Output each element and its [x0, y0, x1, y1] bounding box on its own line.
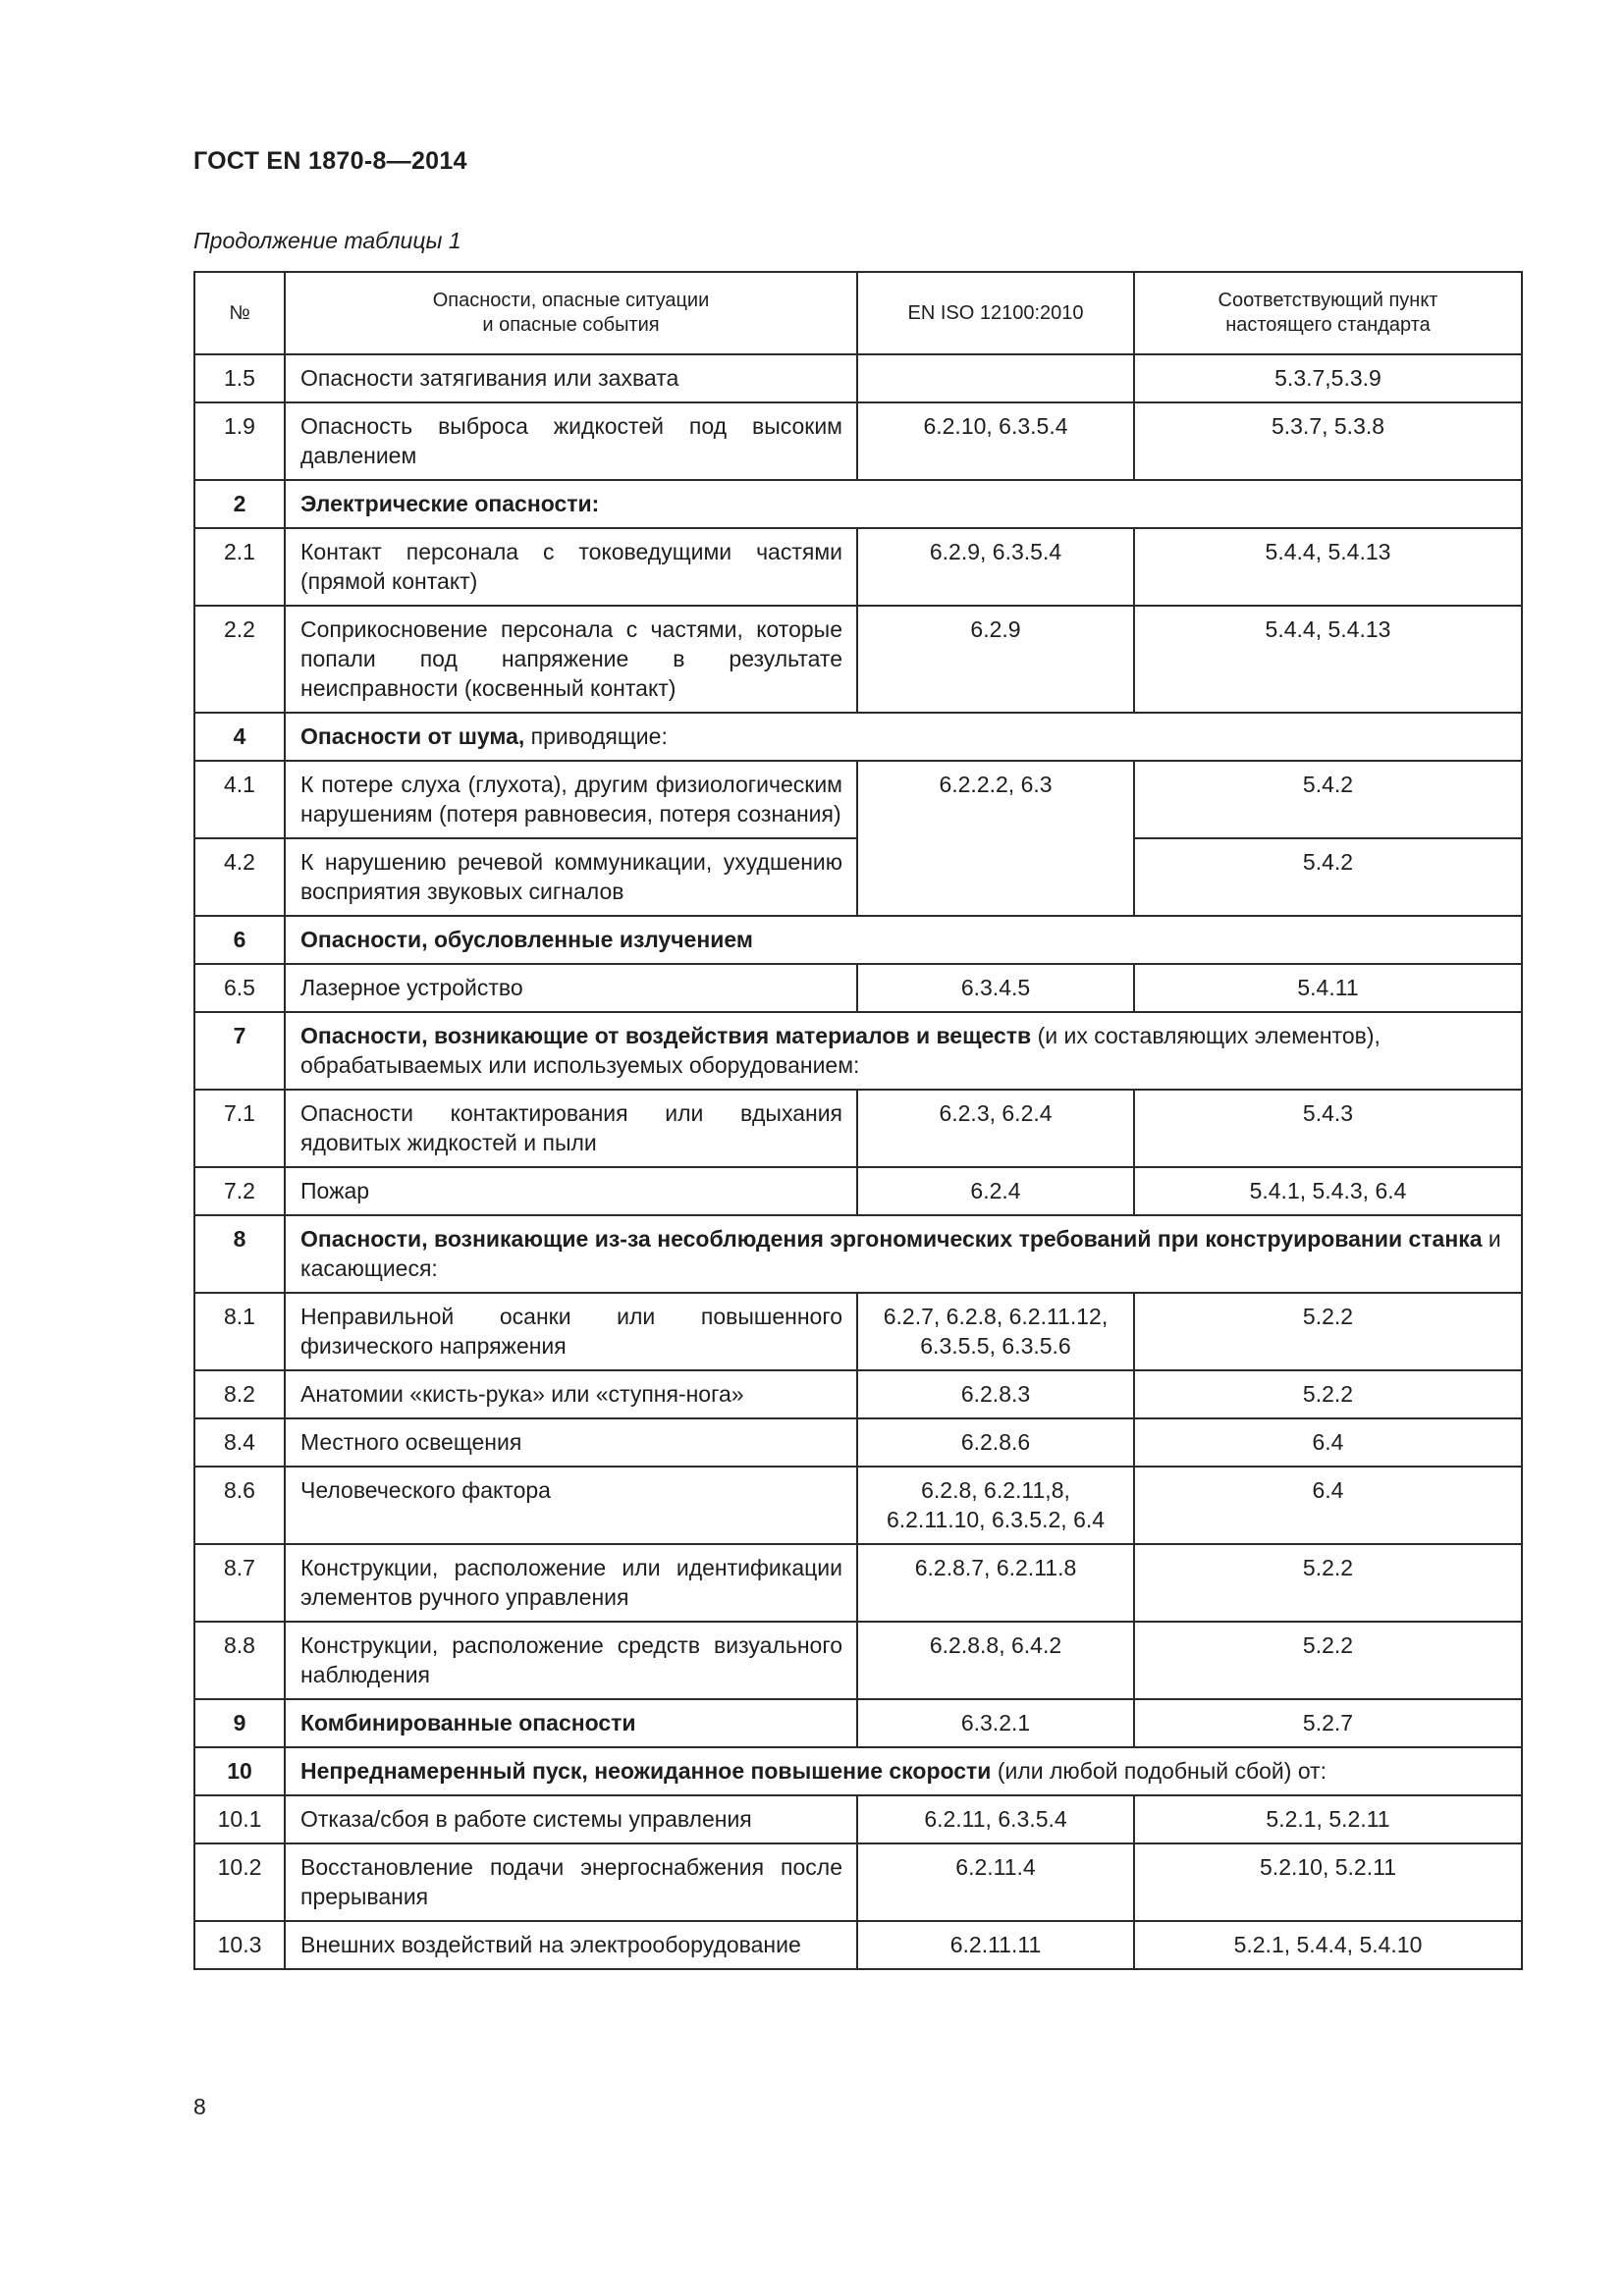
- iso-ref-line1: 6.2.7, 6.2.8, 6.2.11.12,: [883, 1304, 1109, 1329]
- section-title: Опасности, обусловленные излучением: [285, 916, 1522, 964]
- row-number: 4.1: [194, 761, 285, 838]
- iso-ref-line2: 6.3.5.5, 6.3.5.6: [920, 1333, 1071, 1359]
- row-iso-ref: 6.2.9: [857, 606, 1134, 713]
- header-hazard: [285, 272, 857, 354]
- section-title-bold: Непреднамеренный пуск, неожиданное повышение скорости: [300, 1758, 992, 1784]
- table-row: [194, 354, 1522, 402]
- table-row: [194, 1370, 1522, 1418]
- header-hazard-line2: и опасные события: [482, 314, 660, 336]
- header-clause: [1134, 272, 1522, 354]
- table-row: [194, 1167, 1522, 1215]
- row-number: 8.4: [194, 1418, 285, 1467]
- section-number: 7: [194, 1012, 285, 1090]
- section-title-rest: (и их составляющих элементов), обрабатываемых или используемых оборудованием:: [300, 1023, 1380, 1078]
- row-iso-ref: [857, 354, 1134, 402]
- table-row: [194, 964, 1522, 1012]
- row-iso-ref: 6.2.2.2, 6.3: [857, 761, 1134, 916]
- row-iso-ref: 6.2.3, 6.2.4: [857, 1090, 1134, 1167]
- table-row: [194, 1467, 1522, 1544]
- row-number: 4.2: [194, 838, 285, 916]
- row-clause-ref: 6.4: [1134, 1418, 1522, 1467]
- header-clause-line2: настоящего стандарта: [1225, 314, 1431, 336]
- row-clause-ref: 5.2.2: [1134, 1622, 1522, 1699]
- row-number: 10.2: [194, 1843, 285, 1921]
- row-number: 8.2: [194, 1370, 285, 1418]
- document-title: ГОСТ EN 1870-8—2014: [193, 147, 467, 175]
- row-iso-ref: 6.3.2.1: [857, 1699, 1134, 1747]
- section-row: [194, 1012, 1522, 1090]
- header-hazard-line1: Опасности, опасные ситуации: [432, 290, 710, 311]
- row-iso-ref: 6.3.4.5: [857, 964, 1134, 1012]
- row-clause-ref: 6.4: [1134, 1467, 1522, 1544]
- header-num: №: [194, 272, 285, 354]
- row-number: 10.3: [194, 1921, 285, 1969]
- row-hazard: К потере слуха (глухота), другим физиологическим нарушениям (потеря равновесия, потеря сознания): [285, 761, 857, 838]
- section-number: 9: [194, 1699, 285, 1747]
- row-clause-ref: 5.3.7,5.3.9: [1134, 354, 1522, 402]
- row-iso-ref: 6.2.11, 6.3.5.4: [857, 1795, 1134, 1843]
- section-title-bold: Опасности, возникающие из-за несоблюдения эргономических требований при конструировании станка: [300, 1226, 1483, 1252]
- row-number: 2.2: [194, 606, 285, 713]
- row-number: 8.7: [194, 1544, 285, 1622]
- row-clause-ref: 5.4.11: [1134, 964, 1522, 1012]
- row-clause-ref: 5.2.2: [1134, 1544, 1522, 1622]
- section-row: [194, 713, 1522, 761]
- row-hazard: Внешних воздействий на электрооборудование: [285, 1921, 857, 1969]
- row-clause-ref: 5.2.2: [1134, 1370, 1522, 1418]
- row-hazard: К нарушению речевой коммуникации, ухудшению восприятия звуковых сигналов: [285, 838, 857, 916]
- row-clause-ref: 5.4.2: [1134, 761, 1522, 838]
- section-row: [194, 1747, 1522, 1795]
- row-hazard: Пожар: [285, 1167, 857, 1215]
- row-iso-ref: 6.2.11.11: [857, 1921, 1134, 1969]
- row-iso-ref: [857, 1293, 1134, 1370]
- section-row: [194, 916, 1522, 964]
- row-iso-ref: 6.2.10, 6.3.5.4: [857, 402, 1134, 480]
- row-hazard: Анатомии «кисть-рука» или «ступня-нога»: [285, 1370, 857, 1418]
- row-hazard: Восстановление подачи энергоснабжения после прерывания: [285, 1843, 857, 1921]
- section-title: [285, 713, 1522, 761]
- row-clause-ref: 5.2.2: [1134, 1293, 1522, 1370]
- row-number: 6.5: [194, 964, 285, 1012]
- section-title-bold: Опасности, возникающие от воздействия материалов и веществ: [300, 1023, 1032, 1048]
- section-title-rest: и касающиеся:: [300, 1226, 1501, 1281]
- section-number: 6: [194, 916, 285, 964]
- section-title-rest: (или любой подобный сбой) от:: [991, 1758, 1327, 1784]
- section-number: 8: [194, 1215, 285, 1293]
- row-hazard: Неправильной осанки или повышенного физического напряжения: [285, 1293, 857, 1370]
- section-title: [285, 1747, 1522, 1795]
- row-hazard: Соприкосновение персонала с частями, которые попали под напряжение в результате неисправности (косвенный контакт): [285, 606, 857, 713]
- row-hazard: Лазерное устройство: [285, 964, 857, 1012]
- iso-ref-line1: 6.2.8, 6.2.11,8,: [921, 1477, 1070, 1503]
- page-number: 8: [193, 2094, 206, 2119]
- table-row: [194, 1622, 1522, 1699]
- row-number: 1.5: [194, 354, 285, 402]
- section-title-bold: Опасности от шума,: [300, 723, 525, 749]
- section-number: 10: [194, 1747, 285, 1795]
- row-hazard: Местного освещения: [285, 1418, 857, 1467]
- row-iso-ref: 6.2.8.3: [857, 1370, 1134, 1418]
- section-number: 2: [194, 480, 285, 528]
- row-clause-ref: 5.2.10, 5.2.11: [1134, 1843, 1522, 1921]
- row-iso-ref: 6.2.4: [857, 1167, 1134, 1215]
- iso-ref-line2: 6.2.11.10, 6.3.5.2, 6.4: [886, 1507, 1106, 1532]
- table-row: [194, 1418, 1522, 1467]
- table-row: [194, 1795, 1522, 1843]
- table-row: [194, 1921, 1522, 1969]
- table-row: [194, 606, 1522, 713]
- section-number: 4: [194, 713, 285, 761]
- row-hazard: Контакт персонала с токоведущими частями (прямой контакт): [285, 528, 857, 606]
- header-clause-line1: Соответствующий пункт: [1218, 290, 1438, 311]
- row-iso-ref: 6.2.9, 6.3.5.4: [857, 528, 1134, 606]
- row-clause-ref: 5.3.7, 5.3.8: [1134, 402, 1522, 480]
- row-clause-ref: 5.2.7: [1134, 1699, 1522, 1747]
- table-row: [194, 1293, 1522, 1370]
- row-clause-ref: 5.4.1, 5.4.3, 6.4: [1134, 1167, 1522, 1215]
- header-iso: EN ISO 12100:2010: [857, 272, 1134, 354]
- row-iso-ref: 6.2.8.7, 6.2.11.8: [857, 1544, 1134, 1622]
- row-clause-ref: 5.4.4, 5.4.13: [1134, 606, 1522, 713]
- row-hazard: Человеческого фактора: [285, 1467, 857, 1544]
- row-hazard: Опасности контактирования или вдыхания ядовитых жидкостей и пыли: [285, 1090, 857, 1167]
- row-clause-ref: 5.4.4, 5.4.13: [1134, 528, 1522, 606]
- section-title-rest: приводящие:: [524, 723, 668, 749]
- row-iso-ref: 6.2.8.8, 6.4.2: [857, 1622, 1134, 1699]
- row-iso-ref: [857, 1467, 1134, 1544]
- row-clause-ref: 5.2.1, 5.2.11: [1134, 1795, 1522, 1843]
- section-row: [194, 1699, 1522, 1747]
- row-hazard: Опасности затягивания или захвата: [285, 354, 857, 402]
- row-number: 2.1: [194, 528, 285, 606]
- table-row: [194, 761, 1522, 838]
- table-header-row: [194, 272, 1522, 354]
- table-row: [194, 1090, 1522, 1167]
- table-row: [194, 1544, 1522, 1622]
- row-number: 10.1: [194, 1795, 285, 1843]
- row-number: 8.8: [194, 1622, 285, 1699]
- table-row: [194, 528, 1522, 606]
- section-title: Электрические опасности:: [285, 480, 1522, 528]
- hazards-table: [193, 271, 1523, 1970]
- row-number: 1.9: [194, 402, 285, 480]
- section-title: [285, 1012, 1522, 1090]
- row-clause-ref: 5.4.2: [1134, 838, 1522, 916]
- row-hazard: Конструкции, расположение средств визуального наблюдения: [285, 1622, 857, 1699]
- row-iso-ref: 6.2.11.4: [857, 1843, 1134, 1921]
- section-title: Комбинированные опасности: [285, 1699, 857, 1747]
- row-hazard: Конструкции, расположение или идентификации элементов ручного управления: [285, 1544, 857, 1622]
- row-iso-ref: 6.2.8.6: [857, 1418, 1134, 1467]
- row-clause-ref: 5.4.3: [1134, 1090, 1522, 1167]
- row-number: 7.1: [194, 1090, 285, 1167]
- section-row: [194, 480, 1522, 528]
- table-row: [194, 1843, 1522, 1921]
- row-number: 8.1: [194, 1293, 285, 1370]
- section-row: [194, 1215, 1522, 1293]
- row-number: 8.6: [194, 1467, 285, 1544]
- row-clause-ref: 5.2.1, 5.4.4, 5.4.10: [1134, 1921, 1522, 1969]
- row-hazard: Опасность выброса жидкостей под высоким давлением: [285, 402, 857, 480]
- section-title: [285, 1215, 1522, 1293]
- table-row: [194, 402, 1522, 480]
- row-hazard: Отказа/сбоя в работе системы управления: [285, 1795, 857, 1843]
- table-caption: Продолжение таблицы 1: [193, 228, 461, 253]
- row-number: 7.2: [194, 1167, 285, 1215]
